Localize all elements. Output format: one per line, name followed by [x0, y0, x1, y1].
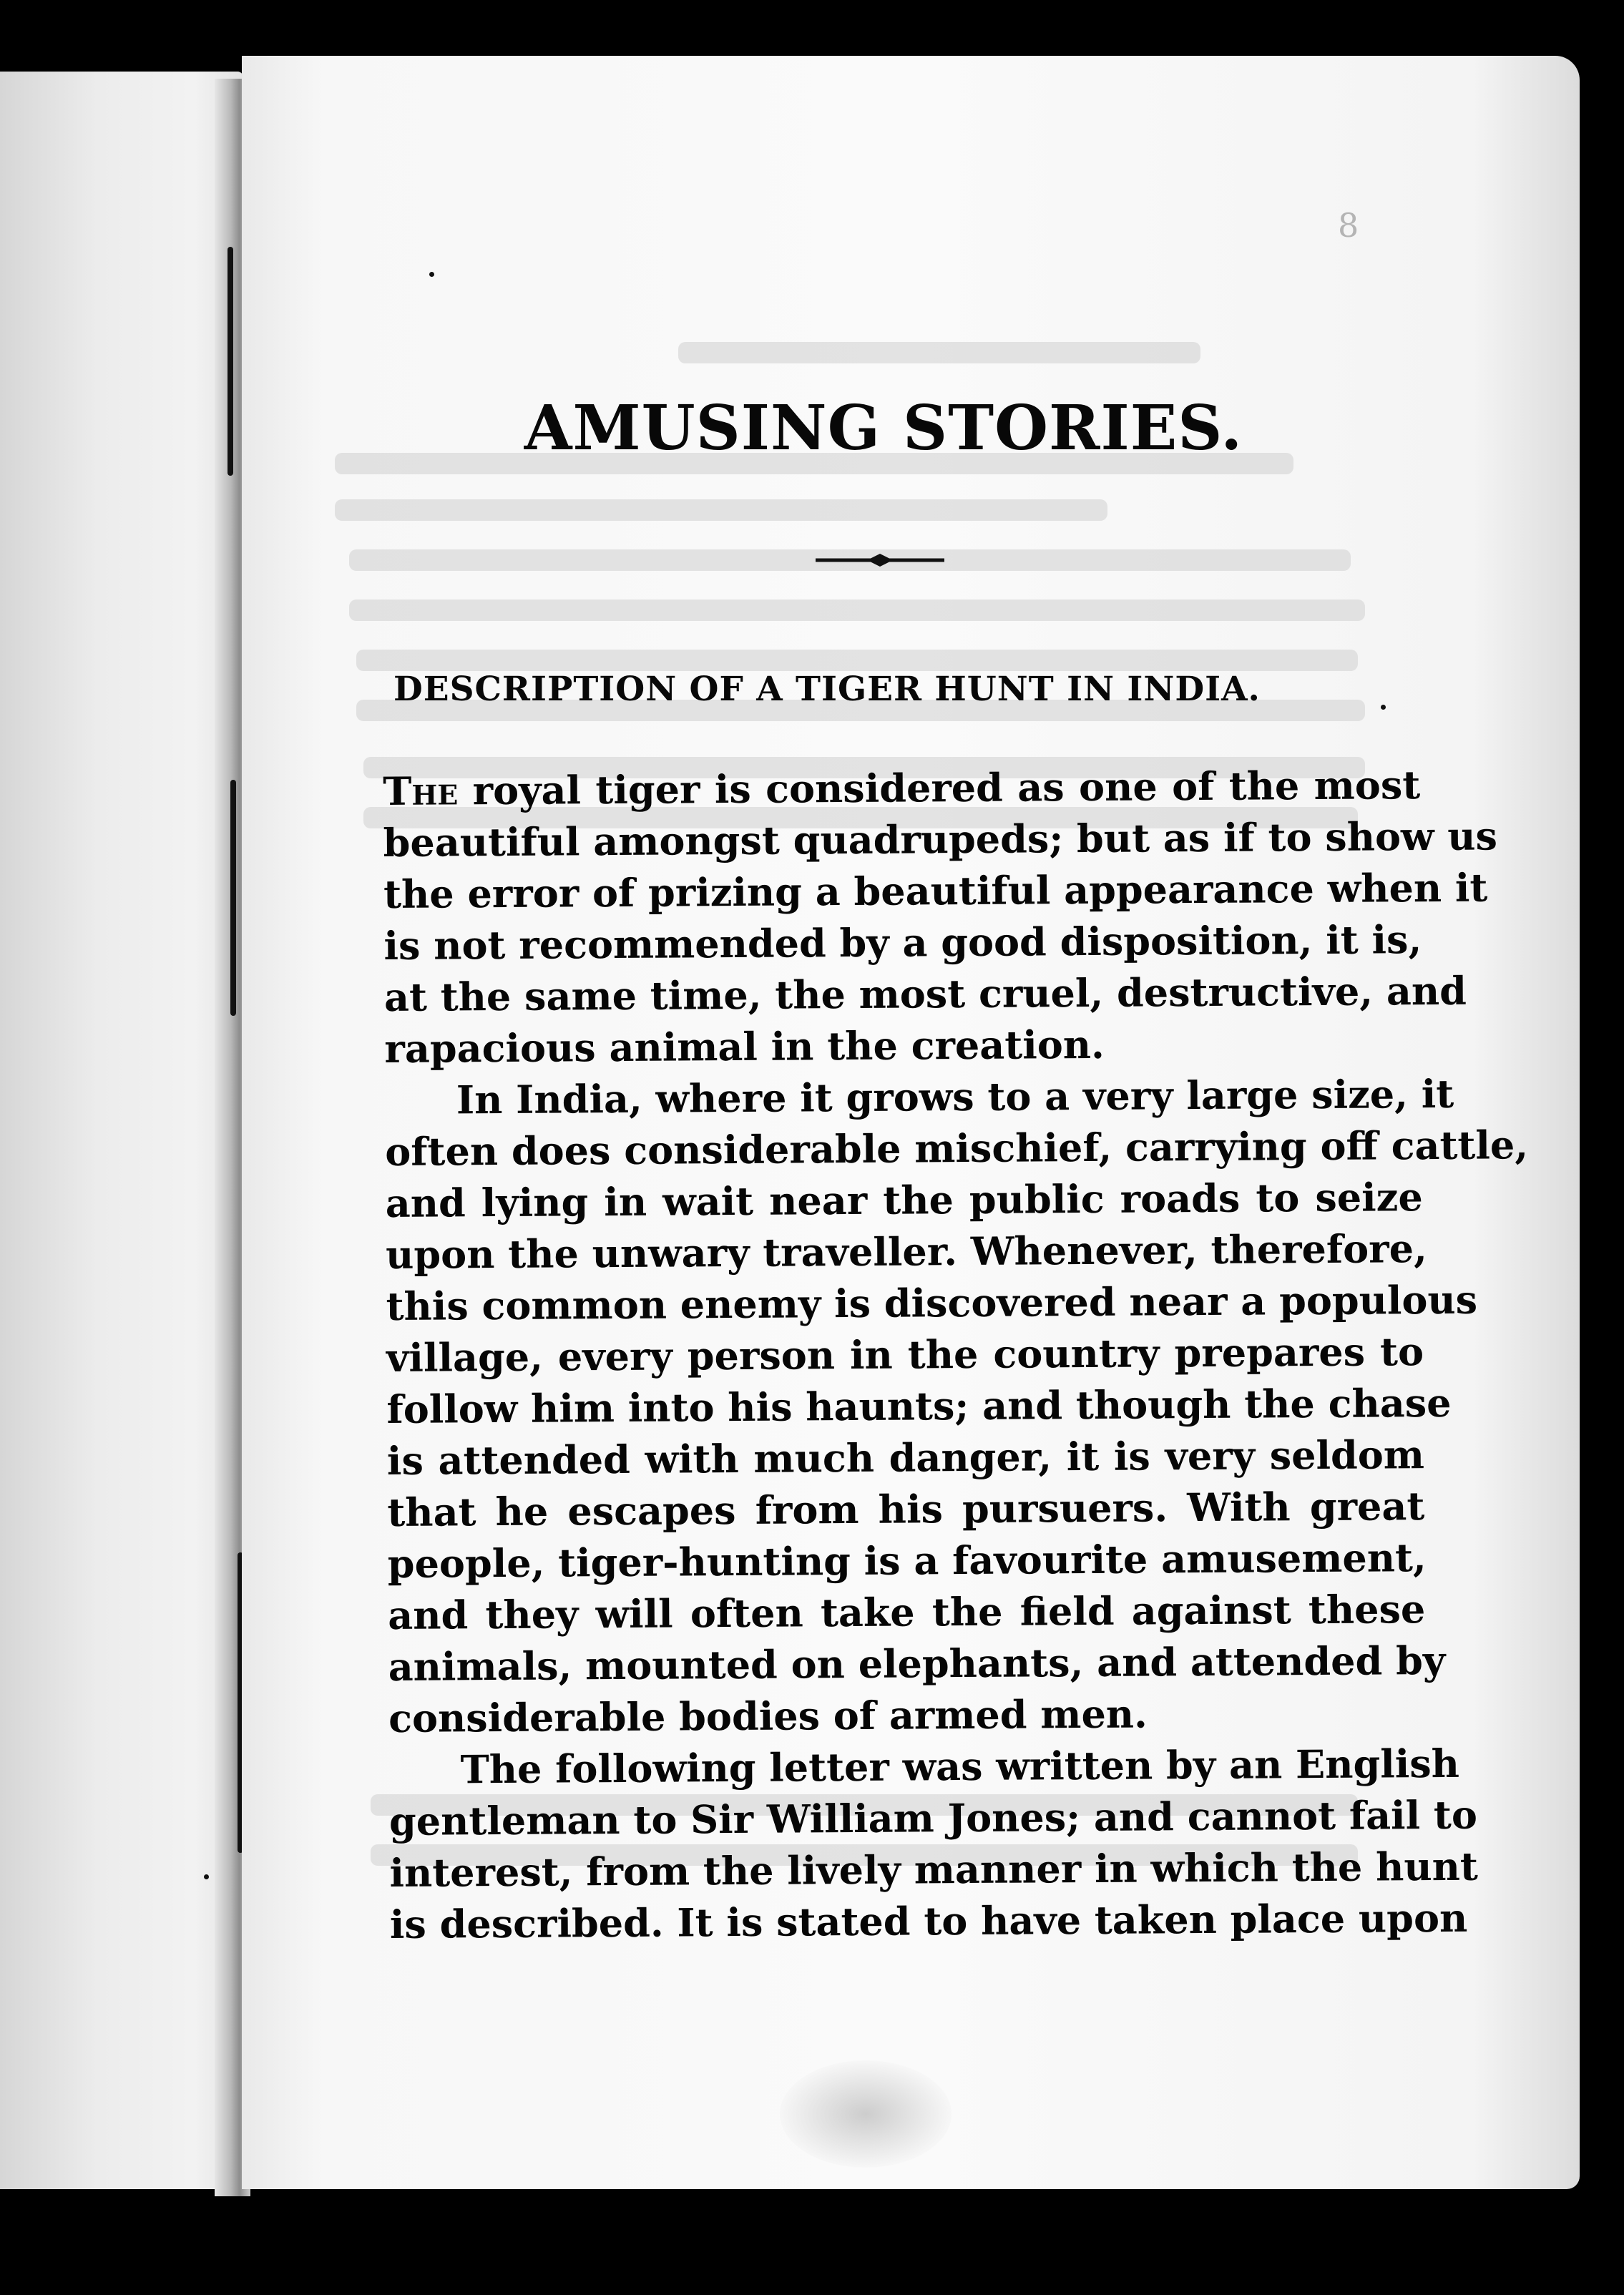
text-line: In India, where it grows to a very large size, it: [456, 1070, 1454, 1123]
show-through-line: [356, 650, 1358, 671]
text-line: gentleman to Sir William Jones; and cannot fail to: [388, 1791, 1478, 1844]
previous-page-edge: [0, 72, 243, 2189]
text-line: the error of prizing a beautiful appearance when it: [383, 864, 1488, 917]
text-line: and lying in wait near the public roads to seize: [385, 1174, 1423, 1226]
binding-stitch: [230, 780, 236, 1016]
text-line: beautiful amongst quadrupeds; but as if to show us: [383, 813, 1498, 866]
text-line: often does considerable mischief, carrying off cattle,: [385, 1122, 1529, 1175]
thumbprint-smudge: [780, 2060, 952, 2168]
text-line: [383, 759, 1420, 817]
ink-speck: [1381, 705, 1386, 710]
text-line: is attended with much danger, it is very seldom: [386, 1432, 1425, 1484]
body-text: [383, 759, 1529, 1950]
book-title: AMUSING STORIES.: [524, 392, 1243, 464]
text-line: rapacious animal in the creation.: [384, 1021, 1105, 1072]
section-heading: DESCRIPTION OF A TIGER HUNT IN INDIA.: [393, 670, 1261, 709]
text-line: people, tiger-hunting is a favourite amusement,: [387, 1535, 1427, 1587]
text-line: interest, from the lively manner in which the hunt: [389, 1843, 1479, 1896]
text-line-content: royal tiger is considered as one of the most: [472, 762, 1421, 814]
text-line: that he escapes from his pursuers. With great: [387, 1483, 1425, 1535]
text-line: The following letter was written by an English: [460, 1740, 1460, 1793]
ornament-rule: [816, 549, 944, 571]
show-through-line: [678, 342, 1200, 363]
show-through-line: [335, 499, 1107, 521]
text-line: at the same time, the most cruel, destructive, and: [383, 967, 1467, 1020]
page-number: 8: [1338, 206, 1359, 245]
ink-speck: [204, 1874, 209, 1879]
text-line: and they will often take the field against these: [388, 1586, 1426, 1638]
text-line: animals, mounted on elephants, and attended by: [388, 1637, 1446, 1690]
show-through-line: [349, 600, 1365, 621]
text-line: is described. It is stated to have taken place upon: [389, 1894, 1468, 1947]
text-line: follow him into his haunts; and though the chase: [386, 1379, 1452, 1432]
text-line: upon the unwary traveller. Whenever, therefore,: [385, 1225, 1427, 1278]
text-line: considerable bodies of armed men.: [388, 1690, 1148, 1741]
lead-word: The: [383, 768, 459, 814]
text-line: is not recommended by a good disposition, it is,: [383, 916, 1422, 969]
ink-speck: [429, 272, 434, 277]
text-line: village, every person in the country prepares to: [386, 1328, 1424, 1381]
text-line: this common enemy is discovered near a populous: [386, 1276, 1478, 1329]
